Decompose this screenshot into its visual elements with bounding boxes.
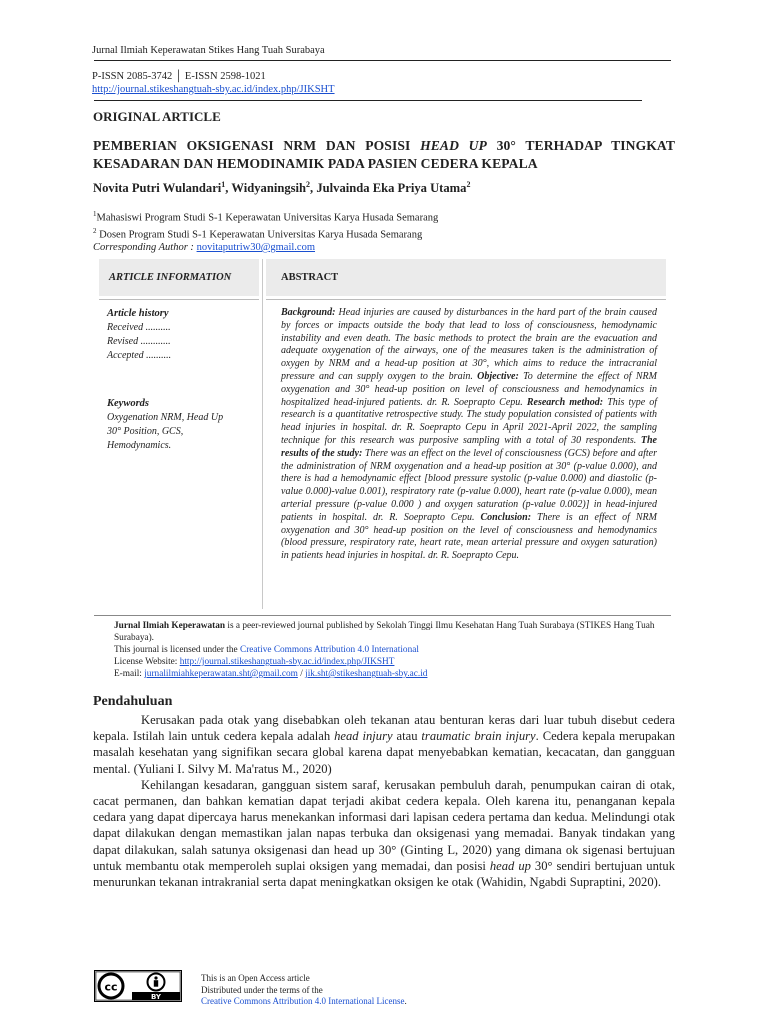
paragraph: Kerusakan pada otak yang disebabkan oleh tekanan atau benturan keras dari luar tubuh disebut cedera kepala. Istilah lain untuk cedera kepala adalah head injury atau traumatic brain injury. Cedera kepala merupakan masalah kesehatan yang signifikan secara global karena dapat menyebabkan kematian, kecacatan, dan gangguan mental. (Yuliani I. Silvy M. Ma'ratus M., 2020) <box>93 713 676 776</box>
affiliations <box>93 208 438 254</box>
cc-license-link[interactable]: Creative Commons Attribution 4.0 International License <box>201 996 405 1006</box>
open-access-note: This is an Open Access article Distributed under the terms of the Creative Commons Attribution 4.0 International License. <box>201 973 407 1006</box>
abstract-text: Background: Head injuries are caused by disturbances in the hard part of the brain caused by forces or impacts outside the body that lead to loss of consciousness, hemodynamic instability and even death. The basic methods to protect the brain are the evacuation and adequate oxygenation of the airways, one of the measures taken is the administration of oxygen by NRM and a head-up position at 30°, which aims to reduce the intracranial pressure and can supply oxygen to the brain. Objective: To determine the effect of NRM oxygenation and 30° head-up position on level of consciousness and hemodynamics in hospitalized head-injured patients. dr. R. Soeprapto Cepu. Research method: This type of research is a quantitative retrospective study. The study population consisted of patients with head injuries in hospital. dr. R. Soeprapto Cepu in April 2021-April 2022, the sampling technique for this research was purposive sampling with a total of 30 respondents. The results of the study: There was an effect on the level of consciousness (GCS) before and after the administration of NRM oxygenation and a head-up position at 30° (p-value 0.000), and there is had a hemodynamic effect [blood pressure systolic (p-value 0.000) and diastolic (p-value 0.000)-value 0.001), respiratory rate (p-value 0.000), heart rate (p-value 0.000), mean arterial pressure (p-value 0.000 ) and oxygen saturation (p-value 0.002)] in head-injured patients in hospital. dr. R. Soeprapto Cepu. Conclusion: There is an effect of NRM oxygenation and 30° head-up position on the level of consciousness and hemodynamics (blood pressure, respiratory rate, heart rate, mean arterial pressure and oxygen saturation) in patients head injuries in hospital. dr. R. Soeprapto Cepu. <box>281 307 657 562</box>
article-title: PEMBERIAN OKSIGENASI NRM DAN POSISI HEAD UP 30° TERHADAP TINGKAT KESADARAN DAN HEMODINAMIK PADA PASIEN CEDERA KEPALA <box>93 138 675 171</box>
journal-url-link[interactable]: http://journal.stikeshangtuah-sby.ac.id/index.php/JIKSHT <box>92 84 335 95</box>
svg-text:cc: cc <box>104 980 118 994</box>
author-name: Widyaningsih <box>231 181 307 196</box>
header-divider <box>94 100 642 101</box>
affiliation-line: $^2$ Dosen Program Studi S-1 Keperawatan Universitas Karya Husada Semarang <box>93 226 423 240</box>
affiliation-line: $^1$Mahasiswi Program Studi S-1 Keperawatan Universitas Karya Husada Semarang <box>93 210 439 224</box>
email-link-1[interactable]: jurnalilmiahkeperawatan.sht@gmail.com <box>144 669 298 679</box>
corresponding-author: Corresponding Author : novitaputriw30@gmail.com <box>93 242 316 253</box>
box-bottom-rule <box>94 615 671 616</box>
cc-by-badge-icon[interactable] <box>94 970 182 1002</box>
revised-date: Revised ............ <box>107 336 171 347</box>
article-history-label: Article history <box>107 308 169 319</box>
article-info-column <box>107 307 257 453</box>
email-link-2[interactable]: jik.sht@stikeshangtuah-sby.ac.id <box>305 669 428 679</box>
article-type: ORIGINAL ARTICLE <box>93 109 221 124</box>
received-date: Received .......... <box>107 322 171 333</box>
license-link[interactable]: Creative Commons Attribution 4.0 International <box>240 645 419 655</box>
journal-meta <box>92 70 672 96</box>
journal-issn: P-ISSN 2085-3742 │ E-ISSN 2598-1021 <box>92 71 266 82</box>
journal-header <box>92 44 672 57</box>
abstract-header: ABSTRACT <box>266 259 666 296</box>
paragraph: Kehilangan kesadaran, gangguan sistem saraf, kerusakan pembuluh darah, penumpukan cairan di otak, cacat permanen, dan bahkan kematian dapat terjadi akibat cedera kepala. Oleh karena itu, penanganan kepala cedara yang dapat dipercaya harus menekankan informasi dari lapisan cedera pertama dan kedua. Melindungi otak dapat dilakukan dengan memastikan jalan napas terbuka dan oksigenasi yang memadai. Banyak tindakan yang dapat dilakukan, salah satunya oksigenasi dan head up 30° (Ginting L, 2020) yang dimana ok sigenasi bertujuan untuk membantu otak memperoleh suplai oksigen yang memadai, dan posisi head up 30° sendiri bertujuan untuk menurunkan tekanan intrakranial serta dapat meningkatkan oksigen ke otak (Wahidin, Ngabdi Supraptini, 2020). <box>93 777 675 890</box>
keywords-label: Keywords <box>107 398 149 409</box>
svg-text:BY: BY <box>150 993 162 1001</box>
header-rule <box>94 60 671 61</box>
license-block: Jurnal Ilmiah Keperawatan is a peer-reviewed journal published by Sekolah Tinggi Ilmu Kesehatan Hang Tuah Surabaya (STIKES Hang Tuah Surabaya). This journal is licensed under the Creative Commons Attribution 4.0 International License Website: http://journal.stikeshangtuah-sby.ac.id/index.php/JIKSHT E-mail: jurnalilmiahkeperawatan.sht@gmail.com / jik.sht@stikeshangtuah-sby.ac.id <box>114 621 655 679</box>
author-list: Novita Putri Wulandari$^1$, Widyaningsih$^2$, Julvainda Eka Priya Utama$^2$ <box>93 180 471 196</box>
license-website-link[interactable]: http://journal.stikeshangtuah-sby.ac.id/index.php/JIKSHT <box>179 657 395 667</box>
header-underline-right <box>266 299 666 300</box>
accepted-date: Accepted .......... <box>107 350 172 361</box>
author-name: Novita Putri Wulandari <box>93 181 222 196</box>
body-text <box>93 712 675 890</box>
column-divider <box>262 259 263 609</box>
author-name: Julvainda Eka Priya Utama <box>316 181 467 196</box>
header-underline-left <box>99 299 259 300</box>
keywords-text: Oxygenation NRM, Head Up 30° Position, GCS, Hemodynamics. <box>107 412 224 451</box>
section-heading: Pendahuluan <box>93 694 173 709</box>
article-info-header: ARTICLE INFORMATION <box>99 259 259 296</box>
journal-name: Jurnal Ilmiah Keperawatan Stikes Hang Tuah Surabaya <box>92 45 325 56</box>
article-info-box <box>99 259 666 609</box>
corresponding-email-link[interactable]: novitaputriw30@gmail.com <box>196 242 316 253</box>
